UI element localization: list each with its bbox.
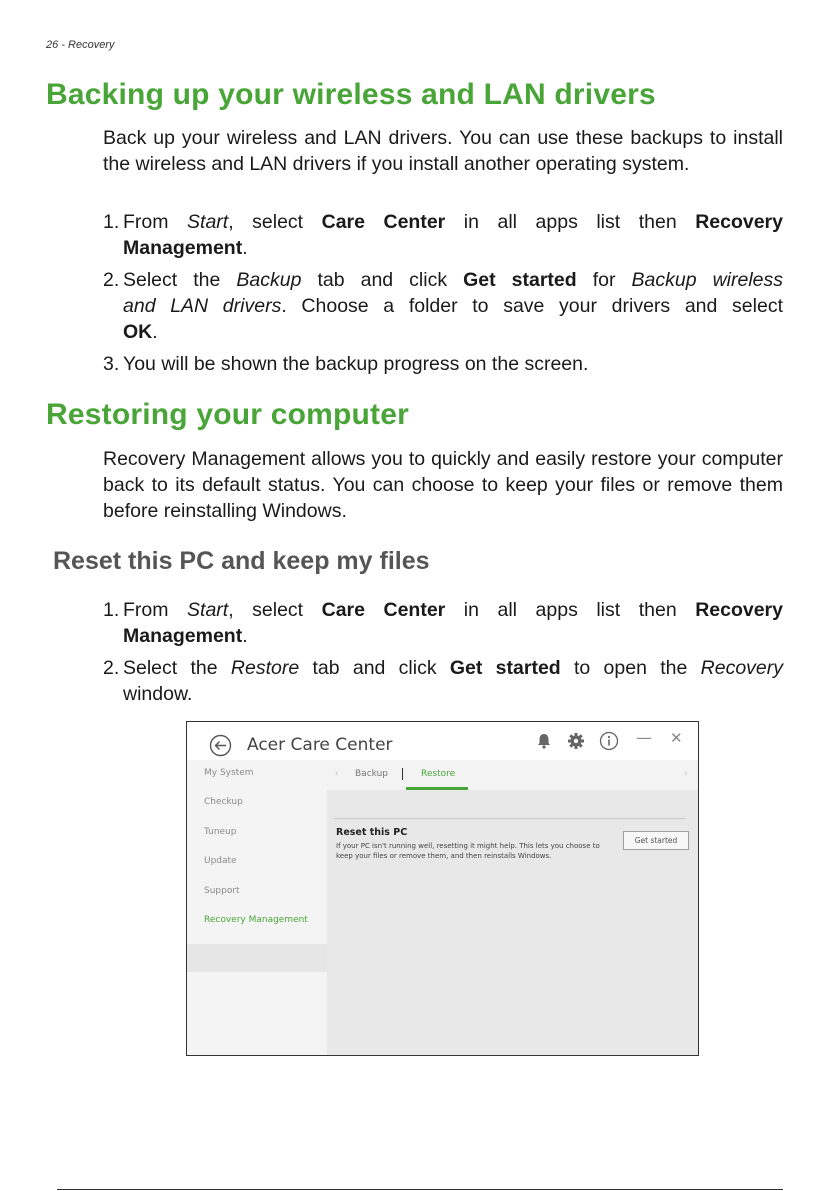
restore-intro: Recovery Management allows you to quickly and easily restore your computer back to its default status. You can choose to keep your files or remove them before reinstalling Windows. xyxy=(103,448,783,522)
backup-step-2 xyxy=(103,267,783,345)
sidebar-item-recovery-management[interactable]: Recovery Management xyxy=(204,915,308,925)
step-text: You will be shown the backup progress on the screen. xyxy=(123,353,589,375)
step-text: Select the Backup tab and click Get started for Backup wireless and LAN drivers. Choose a folder to save your drivers and select OK. xyxy=(123,269,784,343)
main-panel xyxy=(327,760,698,1056)
step-text: From Start, select Care Center in all apps list then Recovery Management. xyxy=(123,599,783,647)
backup-step-3 xyxy=(103,351,783,377)
sidebar xyxy=(187,760,327,1056)
app-title: Acer Care Center xyxy=(247,735,393,755)
sidebar-item-checkup[interactable]: Checkup xyxy=(204,797,243,807)
footer-rule xyxy=(57,1189,783,1190)
step-text: From Start, select Care Center in all apps list then Recovery Management. xyxy=(123,211,783,259)
info-icon[interactable] xyxy=(599,731,619,751)
tab-backup[interactable]: Backup xyxy=(355,769,388,779)
tab-restore[interactable]: Restore xyxy=(421,769,456,779)
section-title-restore: Restoring your computer xyxy=(46,398,409,431)
page-header: 26 - Recovery xyxy=(46,39,115,51)
step-number: 2. xyxy=(103,269,120,291)
minimize-icon[interactable]: — xyxy=(636,728,652,747)
tab-scroll-left-icon[interactable]: ‹ xyxy=(335,769,339,779)
sidebar-item-tuneup[interactable]: Tuneup xyxy=(204,827,237,837)
step-number: 1. xyxy=(103,599,120,621)
sidebar-item-my-system[interactable]: My System xyxy=(204,768,254,778)
section-divider xyxy=(334,818,685,819)
section-title-backup: Backing up your wireless and LAN drivers xyxy=(46,78,656,111)
reset-this-pc-description: If your PC isn't running well, resetting it might help. This lets you choose to keep your files or remove them, and then reinstalls Windows. xyxy=(336,842,600,860)
backup-intro: Back up your wireless and LAN drivers. You can use these backups to install the wireless and LAN drivers if you install another operating system. xyxy=(103,127,783,175)
reset-step-1 xyxy=(103,597,783,649)
active-tab-indicator xyxy=(406,787,468,790)
subsection-title: Reset this PC and keep my files xyxy=(53,547,430,575)
gear-icon[interactable] xyxy=(566,731,586,751)
reset-this-pc-title: Reset this PC xyxy=(336,827,408,838)
get-started-button[interactable]: Get started xyxy=(623,831,689,850)
close-icon[interactable]: ✕ xyxy=(670,729,683,747)
acer-care-center-screenshot xyxy=(186,721,699,1056)
sidebar-item-update[interactable]: Update xyxy=(204,856,237,866)
sidebar-active-highlight xyxy=(187,944,327,972)
sidebar-item-support[interactable]: Support xyxy=(204,886,240,896)
reset-step-2 xyxy=(103,655,783,707)
bell-icon[interactable] xyxy=(534,731,554,751)
step-number: 2. xyxy=(103,657,120,679)
step-text: Select the Restore tab and click Get started to open the Recovery window. xyxy=(123,657,784,705)
tab-separator xyxy=(402,768,403,780)
title-bar xyxy=(187,722,698,760)
tab-scroll-right-icon[interactable]: › xyxy=(684,769,688,779)
step-number: 3. xyxy=(103,353,120,375)
step-number: 1. xyxy=(103,211,120,233)
backup-step-1 xyxy=(103,209,783,261)
tab-bar xyxy=(327,760,698,790)
back-arrow-icon[interactable] xyxy=(209,734,232,757)
